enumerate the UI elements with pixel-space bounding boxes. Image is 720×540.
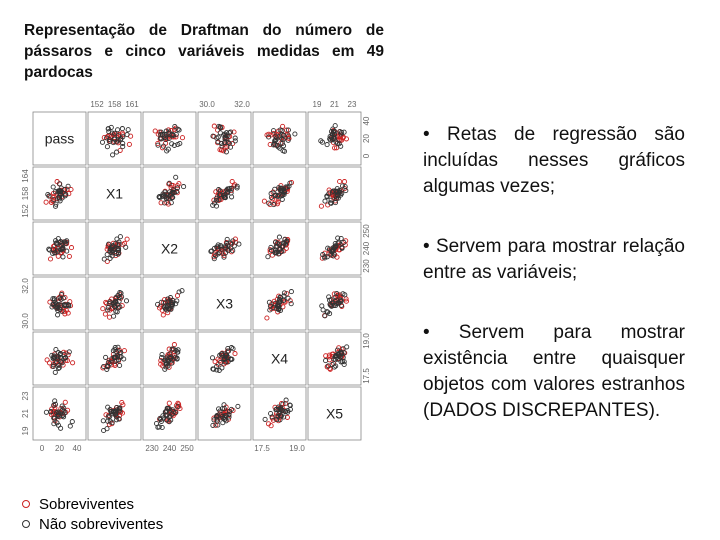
right-tick-label: 20 [362,134,371,143]
scatter-point [293,132,297,136]
variable-label-x2: X2 [160,240,179,257]
scatter-point [44,200,48,204]
scatter-point [211,423,215,427]
right-tick-label: 19.0 [362,333,371,349]
left-tick-label: 164 [21,169,30,183]
panel-2-4 [253,222,306,275]
scatter-point [319,204,323,208]
scatter-point [266,255,270,259]
scatter-point [71,361,75,365]
scatter-point [63,400,67,404]
top-tick-label: 23 [347,100,357,109]
legend-item-survivors [22,494,163,514]
scatter-point [167,401,171,405]
scatter-point [61,255,65,259]
scatter-point [233,352,237,356]
scatter-point [105,145,109,149]
right-tick-label: 17.5 [362,368,371,384]
left-tick-label: 21 [21,409,30,418]
scatter-point [325,143,329,147]
bottom-tick-label: 0 [39,444,45,453]
scatter-point [68,424,72,428]
scatter-point [289,290,293,294]
left-tick-label: 158 [21,186,30,201]
scatter-point [107,315,111,319]
scatter-point [106,405,110,409]
scatter-point [265,316,269,320]
variable-label-pass: pass [44,130,75,147]
scatter-point [101,419,105,423]
variable-label-x1: X1 [105,185,124,202]
black-circle-icon [22,520,30,528]
bullet-list [423,122,685,458]
scatter-point [180,136,184,140]
variable-label-x5: X5 [325,405,344,422]
scatter-point [262,199,266,203]
scatter-point [160,352,164,356]
scatter-point [277,235,281,239]
right-tick-label: 0 [362,153,371,159]
scatter-point [120,127,124,131]
red-circle-icon [22,500,30,508]
scatter-point [220,366,224,370]
bullet-regression-lines: • Retas de regressão são incluídas nesses gráficos algumas vezes; [423,124,685,197]
scatter-point [105,427,109,431]
scatter-point [45,358,49,362]
scatter-point [102,257,106,261]
bullet-relationships: • Servem para mostrar relação entre as variáveis; [423,236,685,283]
scatter-point [154,421,158,425]
right-tick-label: 230 [362,259,371,273]
right-tick-label: 240 [362,241,371,256]
scatter-point [153,129,157,133]
scatter-point [342,180,346,184]
top-tick-label: 32.0 [234,100,250,109]
left-tick-label: 152 [21,204,30,218]
scatter-point [233,136,237,140]
scatter-point [124,245,128,249]
left-tick-label: 23 [21,391,30,401]
scatter-point [104,355,108,359]
scatter-point [217,368,221,372]
scatter-point [105,252,109,256]
scatter-point [67,254,71,258]
bottom-tick-label: 250 [180,444,194,453]
scatter-point [160,425,164,429]
top-tick-label: 19 [312,100,322,109]
scatter-point [127,142,131,146]
scatter-point [182,185,186,189]
scatter-point [323,199,327,203]
scatter-point [100,140,104,144]
bottom-tick-label: 230 [145,444,159,453]
scatter-point [111,153,115,157]
scatter-point [230,179,234,183]
scatter-point [212,124,216,128]
scatter-point [345,345,349,349]
panel-0-5 [308,112,361,165]
scatter-point [263,417,267,421]
scatter-point [116,128,120,132]
variable-label-x3: X3 [215,295,234,312]
left-tick-label: 32.0 [21,278,30,294]
legend-item-non-survivors [22,514,163,534]
scatter-point [174,175,178,179]
top-tick-label: 152 [90,100,104,109]
draftman-scatter-matrix [18,97,390,469]
scatter-point [112,314,116,318]
panel-0-1 [88,112,141,165]
scatter-point [56,313,60,317]
scatter-point [172,343,176,347]
scatter-point [70,420,74,424]
bottom-tick-label: 17.5 [254,444,270,453]
scatter-point [210,356,214,360]
scatter-point [338,179,342,183]
right-tick-label: 250 [362,224,371,238]
scatter-point [271,129,275,133]
scatter-point [126,128,130,132]
scatter-point [115,150,119,154]
scatter-point [125,133,129,137]
scatter-point [118,235,122,239]
scatter-point [103,312,107,316]
scatter-point [59,426,63,430]
bottom-tick-label: 19.0 [289,444,305,453]
scatter-point [324,359,328,363]
top-tick-label: 158 [107,100,122,109]
top-tick-label: 161 [125,100,139,109]
top-tick-label: 21 [330,100,339,109]
bottom-tick-label: 20 [55,444,64,453]
scatter-point [53,370,57,374]
scatter-point [44,410,48,414]
bottom-tick-label: 40 [72,444,82,453]
scatter-point [101,307,105,311]
legend [22,494,163,534]
scatter-point [48,257,52,261]
scatter-point [161,313,165,317]
scatter-point [236,404,240,408]
bottom-tick-label: 240 [162,444,177,453]
scatter-point [125,237,129,241]
left-tick-label: 30.0 [21,313,30,329]
scatter-point [51,185,55,189]
bullet-outliers: • Servem para mostrar existência entre quaisquer objetos com valores estranhos (DADOS DISCREPANTES). [423,322,685,421]
left-tick-label: 19 [21,426,30,436]
right-tick-label: 40 [362,116,371,126]
variable-label-x4: X4 [270,350,289,367]
page-title: Representação de Draftman do número de pássaros e cinco variáveis medidas em 49 pardocas [24,22,384,81]
scatter-point [321,308,325,312]
scatter-point [69,246,73,250]
legend-label-non-survivors: Não sobreviventes [39,515,164,533]
legend-label-survivors: Sobreviventes [39,495,135,513]
top-tick-label: 30.0 [199,100,215,109]
scatter-point [118,363,122,367]
scatter-point [124,299,128,303]
